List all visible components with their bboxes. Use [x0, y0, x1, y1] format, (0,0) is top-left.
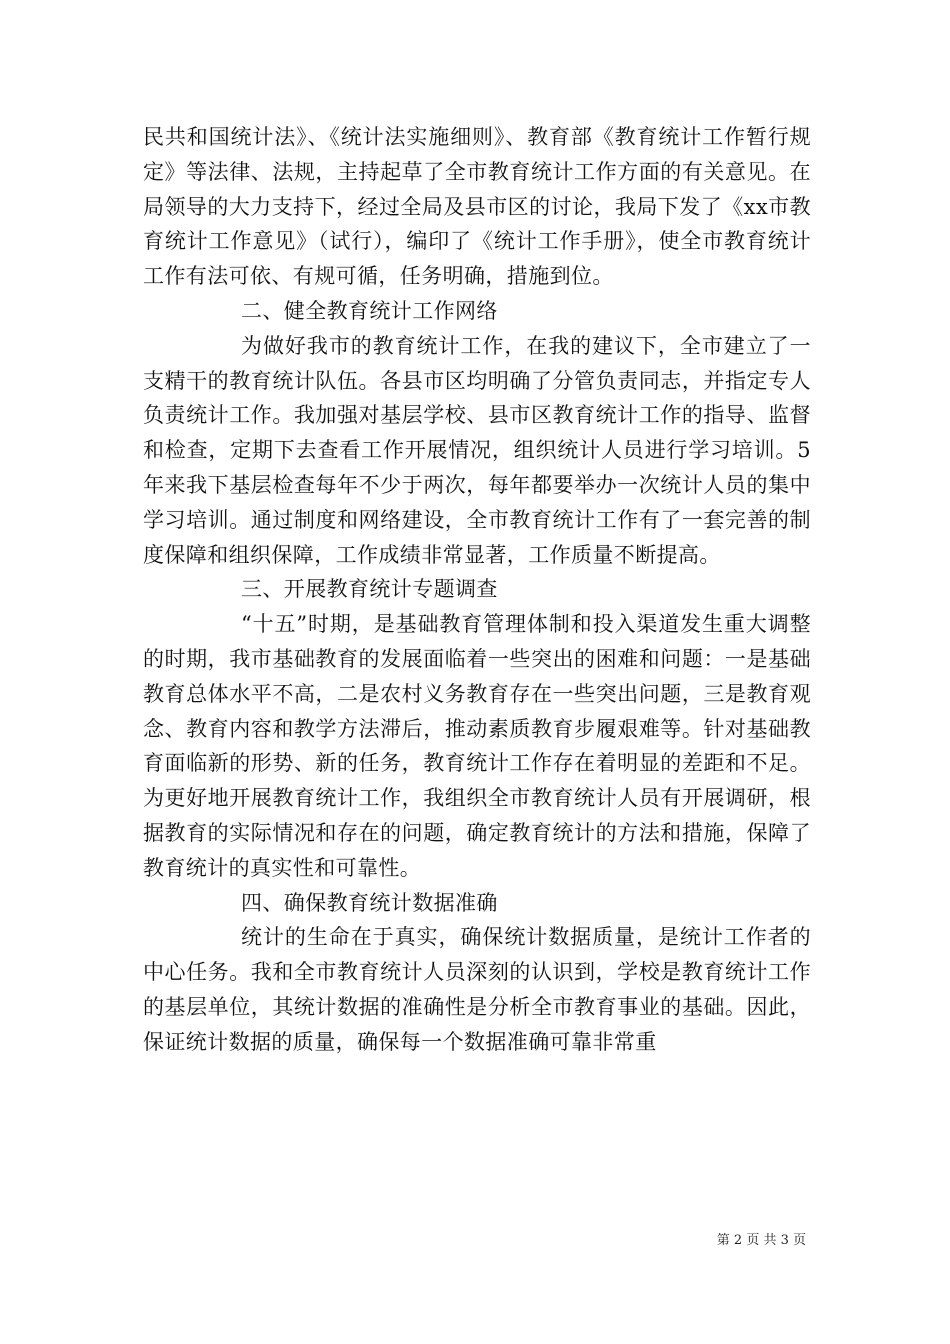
paragraph-intro-continued: 民共和国统计法》、《统计法实施细则》、教育部《教育统计工作暂行规定》等法律、法规，主持起草了全市教育统计工作方面的有关意见。在局领导的大力支持下，经过全局及县市区的讨论，我局下发了《xx市教育统计工作意见》（试行），编印了《统计工作手册》，使全市教育统计工作有法可依、有规可循，任务明确，措施到位。 — [143, 125, 811, 289]
section-heading-4: 四、确保教育统计数据准确 — [241, 890, 498, 915]
paragraph-network: 为做好我市的教育统计工作，在我的建议下，全市建立了一支精干的教育统计队伍。各县市区均明确了分管负责同志，并指定专人负责统计工作。我加强对基层学校、县市区教育统计工作的指导、监督和检查，定期下去查看工作开展情况，组织统计人员进行学习培训。5年来我下基层检查每年不少于两次，每年都要举办一次统计人员的集中学习培训。通过制度和网络建设，全市教育统计工作有了一套完善的制度保障和组织保障，工作成绩非常显著，工作质量不断提高。 — [143, 333, 811, 567]
document-body — [143, 120, 811, 1060]
section-heading-3: 三、开展教育统计专题调查 — [241, 577, 498, 602]
paragraph-accuracy: 统计的生命在于真实，确保统计数据质量，是统计工作者的中心任务。我和全市教育统计人员深刻的认识到，学校是教育统计工作的基层单位，其统计数据的准确性是分析全市教育事业的基础。因此，保证统计数据的质量，确保每一个数据准确可靠非常重 — [143, 925, 811, 1054]
page-number-footer: 第 2 页 共 3 页 — [716, 1233, 806, 1248]
section-heading-2: 二、健全教育统计工作网络 — [241, 298, 498, 323]
paragraph-survey: “十五”时期，是基础教育管理体制和投入渠道发生重大调整的时期，我市基础教育的发展面临着一些突出的困难和问题：一是基础教育总体水平不高，二是农村义务教育存在一些突出问题，三是教育观念、教育内容和教学方法滞后，推动素质教育步履艰难等。针对基础教育面临新的形势、新的任务，教育统计工作存在着明显的差距和不足。为更好地开展教育统计工作，我组织全市教育统计人员有开展调研，根据教育的实际情况和存在的问题，确定教育统计的方法和措施，保障了教育统计的真实性和可靠性。 — [143, 612, 811, 880]
